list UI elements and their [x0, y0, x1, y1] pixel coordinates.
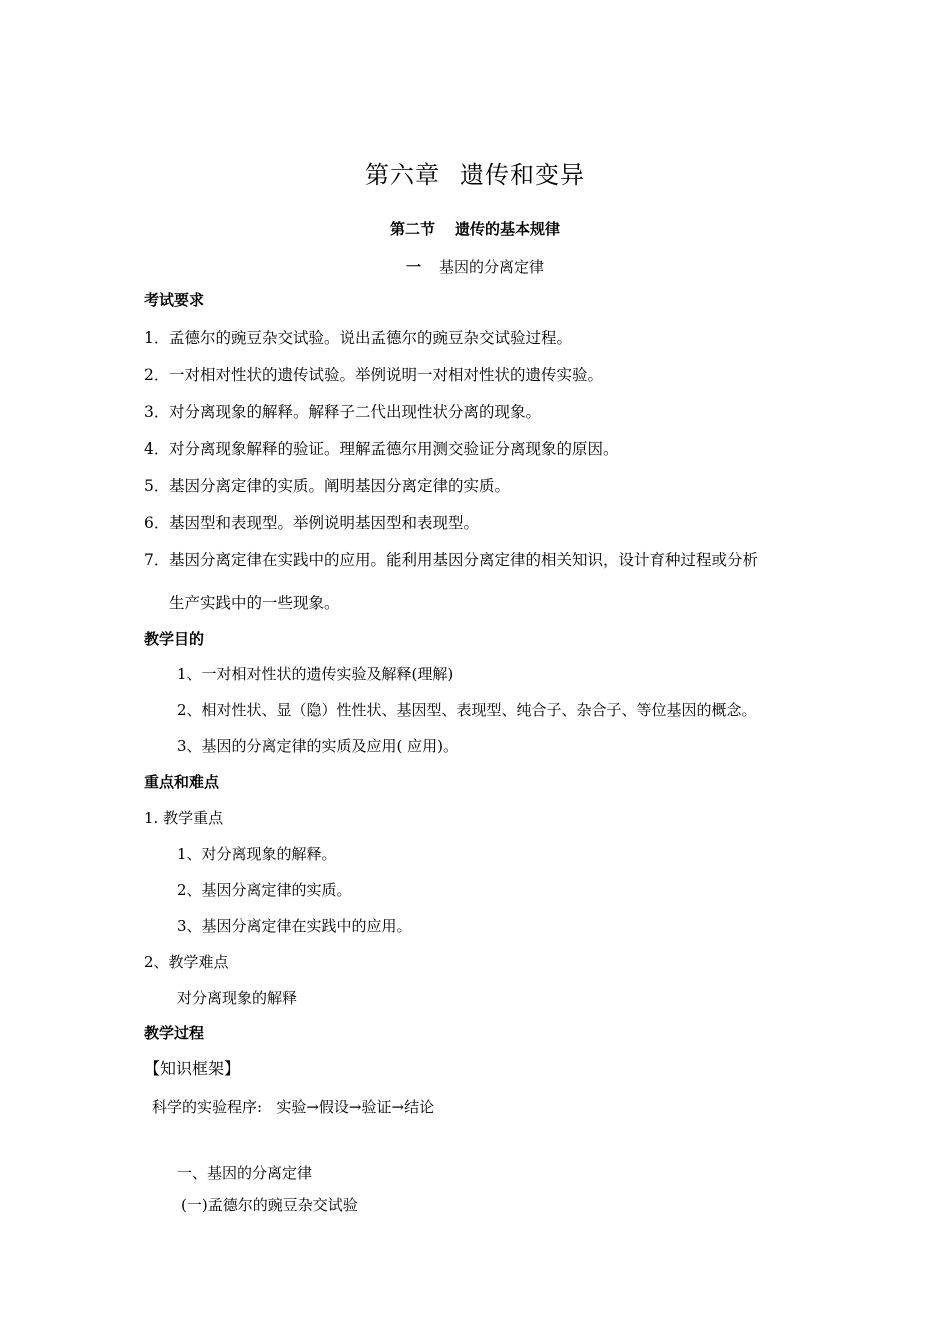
- teaching-goals-heading: 教学目的: [144, 630, 205, 648]
- exam-item: 2．一对相对性状的遗传试验。举例说明一对相对性状的遗传实验。: [144, 366, 604, 384]
- subsection-name: 基因的分离定律: [439, 258, 545, 276]
- chapter-title: [0, 160, 950, 190]
- knowledge-framework-label: 【知识框架】: [144, 1059, 241, 1078]
- section-title: [0, 218, 950, 239]
- goal-item: 2、相对性状、显（隐）性性状、基因型、表现型、纯合子、杂合子、等位基因的概念。: [177, 701, 757, 719]
- section-heading: 一、基因的分离定律: [177, 1164, 313, 1182]
- focus-item: 2、基因分离定律的实质。: [177, 881, 352, 899]
- focus-item: 3、基因分离定律在实践中的应用。: [177, 917, 412, 935]
- exam-item: 6．基因型和表现型。举例说明基因型和表现型。: [144, 514, 480, 532]
- section-name: 遗传的基本规律: [455, 220, 561, 238]
- exam-item: 4．对分离现象解释的验证。理解孟德尔用测交验证分离现象的原因。: [144, 440, 619, 458]
- exam-item: 5．基因分离定律的实质。阐明基因分离定律的实质。: [144, 477, 511, 495]
- exam-item: 7．基因分离定律在实践中的应用。能利用基因分离定律的相关知识，设计育种过程或分析: [144, 551, 759, 569]
- exam-requirements-heading: 考试要求: [144, 291, 205, 309]
- exam-item-continuation: 生产实践中的一些现象。: [169, 594, 340, 612]
- focus-item: 1、对分离现象的解释。: [177, 845, 337, 863]
- chapter-number: 第六章: [365, 161, 440, 189]
- teaching-focus-label: 1. 教学重点: [144, 809, 224, 827]
- goal-item: 3、基因的分离定律的实质及应用( 应用)。: [177, 737, 459, 755]
- teaching-process-heading: 教学过程: [144, 1024, 205, 1042]
- subsection-number: 一: [405, 258, 421, 276]
- chapter-name: 遗传和变异: [460, 161, 585, 189]
- experiment-procedure: 科学的实验程序: 实验→假设→验证→结论: [152, 1098, 435, 1116]
- difficulty-text: 对分离现象的解释: [177, 989, 298, 1007]
- teaching-difficulty-label: 2、教学难点: [144, 953, 229, 971]
- goal-item: 1、一对相对性状的遗传实验及解释(理解): [177, 665, 454, 683]
- keypoints-heading: 重点和难点: [144, 773, 220, 791]
- exam-item: 1．孟德尔的豌豆杂交试验。说出孟德尔的豌豆杂交试验过程。: [144, 329, 573, 347]
- section-number: 第二节: [389, 220, 435, 238]
- subsection-heading: (一)孟德尔的豌豆杂交试验: [181, 1196, 358, 1214]
- subsection-title: [0, 256, 950, 277]
- exam-item: 3．对分离现象的解释。解释子二代出现性状分离的现象。: [144, 403, 542, 421]
